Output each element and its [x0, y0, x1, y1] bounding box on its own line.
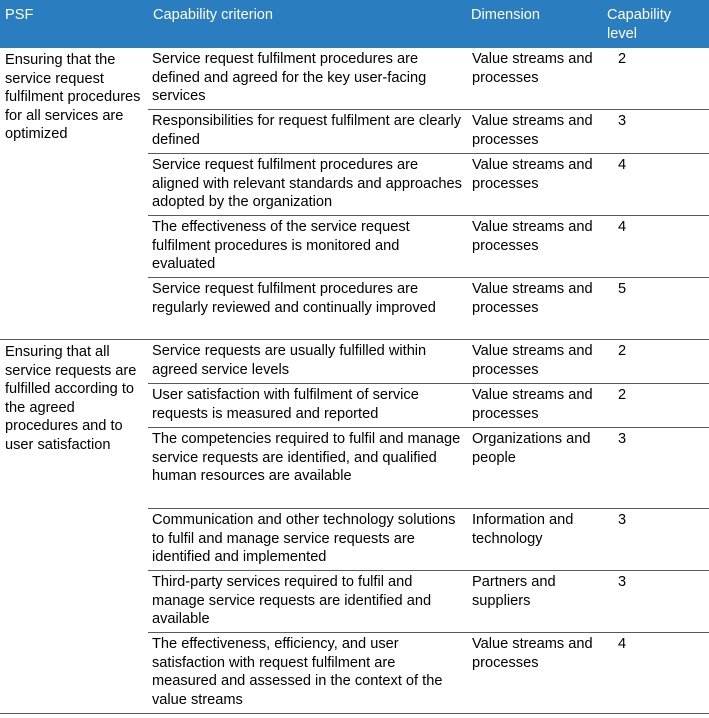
level-cell: 2 [602, 340, 709, 384]
level-cell: 2 [602, 384, 709, 428]
table-row [0, 340, 709, 384]
dimension-cell: Value streams and processes [466, 633, 602, 714]
criterion-cell: Responsibilities for request fulfilment are clearly defined [148, 110, 466, 154]
criterion-cell: Service request fulfilment procedures are regularly reviewed and continually improved [148, 278, 466, 340]
criterion-cell: Third-party services required to fulfil and manage service requests are identified and available [148, 571, 466, 633]
level-cell: 4 [602, 633, 709, 714]
header-level: Capability level [602, 0, 709, 48]
level-cell: 3 [602, 428, 709, 509]
dimension-cell: Value streams and processes [466, 216, 602, 278]
header-psf: PSF [0, 0, 148, 48]
dimension-cell: Information and technology [466, 509, 602, 571]
dimension-cell: Value streams and processes [466, 278, 602, 340]
header-criterion: Capability criterion [148, 0, 466, 48]
criterion-cell: User satisfaction with fulfilment of service requests is measured and reported [148, 384, 466, 428]
criterion-cell: Service request fulfilment procedures are defined and agreed for the key user-facing services [148, 48, 466, 110]
table-row [0, 48, 709, 110]
level-cell: 2 [602, 48, 709, 110]
criterion-cell: The effectiveness of the service request fulfilment procedures is monitored and evaluated [148, 216, 466, 278]
header-dimension: Dimension [466, 0, 602, 48]
dimension-cell: Organizations and people [466, 428, 602, 509]
criterion-cell: The effectiveness, efficiency, and user satisfaction with request fulfilment are measured and assessed in the context of the value streams [148, 633, 466, 714]
dimension-cell: Partners and suppliers [466, 571, 602, 633]
table-body [0, 48, 709, 714]
level-cell: 3 [602, 110, 709, 154]
dimension-cell: Value streams and processes [466, 48, 602, 110]
level-cell: 3 [602, 509, 709, 571]
level-cell: 4 [602, 154, 709, 216]
header-row [0, 0, 709, 48]
level-cell: 3 [602, 571, 709, 633]
criterion-cell: Communication and other technology solutions to fulfil and manage service requests are identified and implemented [148, 509, 466, 571]
dimension-cell: Value streams and processes [466, 340, 602, 384]
level-cell: 4 [602, 216, 709, 278]
level-cell: 5 [602, 278, 709, 340]
dimension-cell: Value streams and processes [466, 110, 602, 154]
psf-cell: Ensuring that the service request fulfilment procedures for all services are optimized [0, 48, 148, 340]
table-header [0, 0, 709, 48]
criterion-cell: The competencies required to fulfil and manage service requests are identified, and qualified human resources are available [148, 428, 466, 509]
criterion-cell: Service request fulfilment procedures are aligned with relevant standards and approaches adopted by the organization [148, 154, 466, 216]
criterion-cell: Service requests are usually fulfilled within agreed service levels [148, 340, 466, 384]
psf-cell: Ensuring that all service requests are fulfilled according to the agreed procedures and to user satisfaction [0, 340, 148, 714]
dimension-cell: Value streams and processes [466, 384, 602, 428]
dimension-cell: Value streams and processes [466, 154, 602, 216]
